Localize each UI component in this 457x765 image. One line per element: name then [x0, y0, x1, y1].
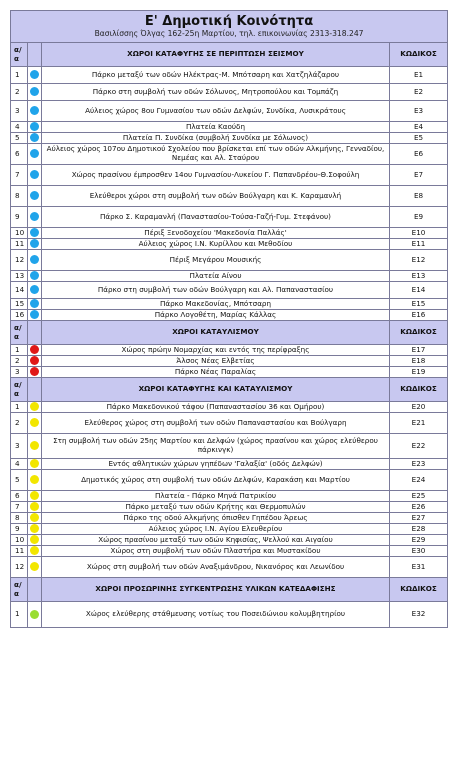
dot-header [28, 43, 42, 67]
blue-dot-icon [30, 149, 39, 158]
section-header-row [11, 578, 448, 602]
table-row [11, 207, 448, 228]
site-code: E5 [390, 133, 448, 144]
site-name: Πάρκο Νέας Παραλίας [42, 367, 390, 378]
row-number: 6 [11, 491, 28, 502]
row-number: 12 [11, 557, 28, 578]
dot-header [28, 378, 42, 402]
site-name: Πλατεία - Πάρκο Μηνά Πατρικίου [42, 491, 390, 502]
section-header-row [11, 321, 448, 345]
marker-cell [28, 524, 42, 535]
green-dot-icon [30, 610, 39, 619]
row-number: 8 [11, 513, 28, 524]
blue-dot-icon [30, 212, 39, 221]
blue-dot-icon [30, 87, 39, 96]
site-name: Αύλειος χώρος Ι.Ν. Αγίου Ελευθερίου [42, 524, 390, 535]
row-number: 15 [11, 299, 28, 310]
row-number: 4 [11, 122, 28, 133]
aa-header: α/α [11, 378, 28, 402]
yellow-dot-icon [30, 491, 39, 500]
table-row [11, 470, 448, 491]
site-name: Πλατεία Π. Συνδίκα (συμβολή Συνδίκα με Σόλωνος) [42, 133, 390, 144]
row-number: 6 [11, 144, 28, 165]
dot-header [28, 578, 42, 602]
site-name: Άλσος Νέας Ελβετίας [42, 356, 390, 367]
table-row [11, 434, 448, 459]
section-title: ΧΩΡΟΙ ΚΑΤΑΦΥΓΗΣ ΚΑΙ ΚΑΤΑΥΛΙΣΜΟΥ [42, 378, 390, 402]
blue-dot-icon [30, 133, 39, 142]
table-row [11, 513, 448, 524]
table-row [11, 602, 448, 628]
marker-cell [28, 557, 42, 578]
page-subtitle: Βασιλίσσης Όλγας 162-25η Μαρτίου, τηλ. επικοινωνίας 2313-318.247 [94, 28, 364, 38]
table-row [11, 271, 448, 282]
site-name: Χώρος ελεύθερης στάθμευσης νοτίως του Ποσειδώνιου κολυμβητηρίου [42, 602, 390, 628]
marker-cell [28, 144, 42, 165]
table-row [11, 282, 448, 299]
site-code: E14 [390, 282, 448, 299]
row-number: 1 [11, 602, 28, 628]
site-code: E1 [390, 67, 448, 84]
site-code: E27 [390, 513, 448, 524]
section-header-row [11, 378, 448, 402]
marker-cell [28, 299, 42, 310]
row-number: 2 [11, 413, 28, 434]
site-code: E11 [390, 239, 448, 250]
table-row [11, 459, 448, 470]
marker-cell [28, 491, 42, 502]
row-number: 16 [11, 310, 28, 321]
yellow-dot-icon [30, 418, 39, 427]
blue-dot-icon [30, 271, 39, 280]
table-row [11, 67, 448, 84]
site-code: E19 [390, 367, 448, 378]
site-name: Αύλειος χώρος Ι.Ν. Κυρίλλου και Μεθοδίου [42, 239, 390, 250]
row-number: 5 [11, 133, 28, 144]
marker-cell [28, 413, 42, 434]
blue-dot-icon [30, 255, 39, 264]
row-number: 10 [11, 535, 28, 546]
site-code: E30 [390, 546, 448, 557]
header-cell [11, 11, 448, 43]
aa-header: α/α [11, 578, 28, 602]
table-row [11, 502, 448, 513]
red-dot-icon [30, 367, 39, 376]
code-header: ΚΩΔΙΚΟΣ [390, 43, 448, 67]
blue-dot-icon [30, 70, 39, 79]
header-row [11, 11, 448, 43]
site-name: Πάρκο μεταξύ των οδών Ηλέκτρας-Μ. Μπότσαρη και Χατζηλάζαρου [42, 67, 390, 84]
marker-cell [28, 271, 42, 282]
marker-cell [28, 546, 42, 557]
marker-cell [28, 67, 42, 84]
yellow-dot-icon [30, 513, 39, 522]
table-row [11, 557, 448, 578]
yellow-dot-icon [30, 459, 39, 468]
row-number: 5 [11, 470, 28, 491]
table-row [11, 239, 448, 250]
marker-cell [28, 459, 42, 470]
blue-dot-icon [30, 122, 39, 131]
site-name: Πλατεία Καούδη [42, 122, 390, 133]
site-code: E7 [390, 165, 448, 186]
table-row [11, 186, 448, 207]
blue-dot-icon [30, 228, 39, 237]
row-number: 14 [11, 282, 28, 299]
table-row [11, 345, 448, 356]
site-name: Ελεύθεροι χώροι στη συμβολή των οδών Βούλγαρη και Κ. Καραμανλή [42, 186, 390, 207]
yellow-dot-icon [30, 546, 39, 555]
site-code: E9 [390, 207, 448, 228]
site-code: E32 [390, 602, 448, 628]
site-code: E15 [390, 299, 448, 310]
yellow-dot-icon [30, 502, 39, 511]
blue-dot-icon [30, 285, 39, 294]
site-name: Πάρκο στη συμβολή των οδών Βούλγαρη και Αλ. Παπαναστασίου [42, 282, 390, 299]
table-row [11, 535, 448, 546]
marker-cell [28, 535, 42, 546]
yellow-dot-icon [30, 524, 39, 533]
blue-dot-icon [30, 299, 39, 308]
marker-cell [28, 502, 42, 513]
code-header: ΚΩΔΙΚΟΣ [390, 378, 448, 402]
marker-cell [28, 402, 42, 413]
row-number: 10 [11, 228, 28, 239]
yellow-dot-icon [30, 562, 39, 571]
row-number: 1 [11, 402, 28, 413]
site-code: E20 [390, 402, 448, 413]
marker-cell [28, 186, 42, 207]
marker-cell [28, 367, 42, 378]
row-number: 2 [11, 84, 28, 101]
section-header-row [11, 43, 448, 67]
aa-header: α/α [11, 43, 28, 67]
aa-header: α/α [11, 321, 28, 345]
marker-cell [28, 513, 42, 524]
table-row [11, 228, 448, 239]
row-number: 3 [11, 434, 28, 459]
code-header: ΚΩΔΙΚΟΣ [390, 321, 448, 345]
site-code: E8 [390, 186, 448, 207]
site-name: Χώρος στη συμβολή των οδών Αναξιμάνδρου, Νικανόρος και Λεωνίδου [42, 557, 390, 578]
page-title: Ε' Δημοτική Κοινότητα [144, 13, 314, 29]
row-number: 3 [11, 101, 28, 122]
row-number: 12 [11, 250, 28, 271]
marker-cell [28, 207, 42, 228]
site-name: Πάρκο Λογοθέτη, Μαρίας Κάλλας [42, 310, 390, 321]
table-row [11, 122, 448, 133]
site-code: E12 [390, 250, 448, 271]
blue-dot-icon [30, 170, 39, 179]
site-name: Στη συμβολή των οδών 25ης Μαρτίου και Δελφών (χώρος πρασίνου και χώρος ελεύθερου πάρκινγκ) [42, 434, 390, 459]
marker-cell [28, 345, 42, 356]
site-name: Χώρος πρασίνου μεταξύ των οδών Κηφισίας, Ψελλού και Αιγαίου [42, 535, 390, 546]
row-number: 7 [11, 502, 28, 513]
dot-header [28, 321, 42, 345]
table-row [11, 491, 448, 502]
row-number: 4 [11, 459, 28, 470]
site-code: E23 [390, 459, 448, 470]
row-number: 2 [11, 356, 28, 367]
site-name: Αύλειος χώρος 8ου Γυμνασίου των οδών Δελφών, Συνδίκα, Λυσικράτους [42, 101, 390, 122]
table-row [11, 402, 448, 413]
row-number: 8 [11, 186, 28, 207]
row-number: 1 [11, 67, 28, 84]
site-code: E16 [390, 310, 448, 321]
table-row [11, 524, 448, 535]
section-title: ΧΩΡΟΙ ΚΑΤΑΦΥΓΗΣ ΣΕ ΠΕΡΙΠΤΩΣΗ ΣΕΙΣΜΟΥ [42, 43, 390, 67]
site-name: Πάρκο μεταξύ των οδών Κρήτης και Θερμοπυλών [42, 502, 390, 513]
marker-cell [28, 133, 42, 144]
sites-table [10, 10, 448, 628]
row-number: 13 [11, 271, 28, 282]
table-row [11, 310, 448, 321]
table-row [11, 133, 448, 144]
marker-cell [28, 470, 42, 491]
site-code: E21 [390, 413, 448, 434]
yellow-dot-icon [30, 402, 39, 411]
table-row [11, 546, 448, 557]
row-number: 9 [11, 524, 28, 535]
site-name: Πέριξ Ξενοδοχείου 'Μακεδονία Παλλάς' [42, 228, 390, 239]
table-row [11, 367, 448, 378]
red-dot-icon [30, 345, 39, 354]
blue-dot-icon [30, 310, 39, 319]
site-name: Πάρκο στη συμβολή των οδών Σόλωνος, Μητροπούλου και Τομπάζη [42, 84, 390, 101]
table-row [11, 250, 448, 271]
table-row [11, 101, 448, 122]
site-code: E25 [390, 491, 448, 502]
site-code: E4 [390, 122, 448, 133]
blue-dot-icon [30, 239, 39, 248]
red-dot-icon [30, 356, 39, 365]
site-code: E22 [390, 434, 448, 459]
site-name: Πλατεία Αίνου [42, 271, 390, 282]
yellow-dot-icon [30, 475, 39, 484]
blue-dot-icon [30, 191, 39, 200]
site-code: E26 [390, 502, 448, 513]
section-title: ΧΩΡΟΙ ΠΡΟΣΩΡΙΝΗΣ ΣΥΓΚΕΝΤΡΩΣΗΣ ΥΛΙΚΩΝ ΚΑΤΕΔΑΦΙΣΗΣ [42, 578, 390, 602]
table-row [11, 84, 448, 101]
yellow-dot-icon [30, 441, 39, 450]
site-code: E6 [390, 144, 448, 165]
site-name: Χώρος στη συμβολή των οδών Πλαστήρα και Μυστακίδου [42, 546, 390, 557]
site-name: Ελεύθερος χώρος στη συμβολή των οδών Παπαναστασίου και Βούλγαρη [42, 413, 390, 434]
code-header: ΚΩΔΙΚΟΣ [390, 578, 448, 602]
site-code: E10 [390, 228, 448, 239]
marker-cell [28, 250, 42, 271]
marker-cell [28, 434, 42, 459]
marker-cell [28, 165, 42, 186]
site-code: E31 [390, 557, 448, 578]
table-row [11, 144, 448, 165]
marker-cell [28, 84, 42, 101]
site-code: E13 [390, 271, 448, 282]
sites-sheet [10, 10, 447, 628]
site-code: E29 [390, 535, 448, 546]
site-name: Πάρκο Σ. Καραμανλή (Παναστασίου-Τούσα-Γαζή-Γυμ. Στεφάνου) [42, 207, 390, 228]
row-number: 11 [11, 239, 28, 250]
site-name: Χώρος πρώην Νομαρχίας και εντός της περίφραξης [42, 345, 390, 356]
table-row [11, 413, 448, 434]
row-number: 7 [11, 165, 28, 186]
sites-table-body [11, 11, 448, 628]
marker-cell [28, 239, 42, 250]
table-row [11, 299, 448, 310]
marker-cell [28, 310, 42, 321]
site-name: Χώρος πρασίνου έμπροσθεν 14ου Γυμνασίου-Λυκείου Γ. Παπανδρέου-Θ.Σοφούλη [42, 165, 390, 186]
site-name: Εντός αθλητικών χώρων γηπέδων 'Γαλαξία' (οδός Δελφών) [42, 459, 390, 470]
blue-dot-icon [30, 106, 39, 115]
row-number: 1 [11, 345, 28, 356]
marker-cell [28, 101, 42, 122]
site-name: Πάρκο Μακεδονίας, Μπότσαρη [42, 299, 390, 310]
marker-cell [28, 228, 42, 239]
site-name: Αύλειος χώρος 107ου Δημοτικού Σχολείου που βρίσκεται επί των οδών Αλκμήνης, Γενναδίου, Νεμέας και Αλ. Σταύρου [42, 144, 390, 165]
yellow-dot-icon [30, 535, 39, 544]
site-name: Δημοτικός χώρος στη συμβολή των οδών Δελφών, Καρακάση και Μαρτίου [42, 470, 390, 491]
table-row [11, 165, 448, 186]
table-row [11, 356, 448, 367]
marker-cell [28, 602, 42, 628]
site-code: E2 [390, 84, 448, 101]
site-code: E18 [390, 356, 448, 367]
section-title: ΧΩΡΟΙ ΚΑΤΑΥΛΙΣΜΟΥ [42, 321, 390, 345]
marker-cell [28, 122, 42, 133]
row-number: 11 [11, 546, 28, 557]
site-code: E3 [390, 101, 448, 122]
site-name: Πάρκο της οδού Αλκμήνης όπισθεν Γηπέδου Άρεως [42, 513, 390, 524]
marker-cell [28, 356, 42, 367]
site-code: E24 [390, 470, 448, 491]
row-number: 9 [11, 207, 28, 228]
row-number: 3 [11, 367, 28, 378]
site-code: E17 [390, 345, 448, 356]
marker-cell [28, 282, 42, 299]
site-name: Πάρκο Μακεδονικού τάφου (Παπαναστασίου 36 και Ομήρου) [42, 402, 390, 413]
site-name: Πέριξ Μεγάρου Μουσικής [42, 250, 390, 271]
site-code: E28 [390, 524, 448, 535]
